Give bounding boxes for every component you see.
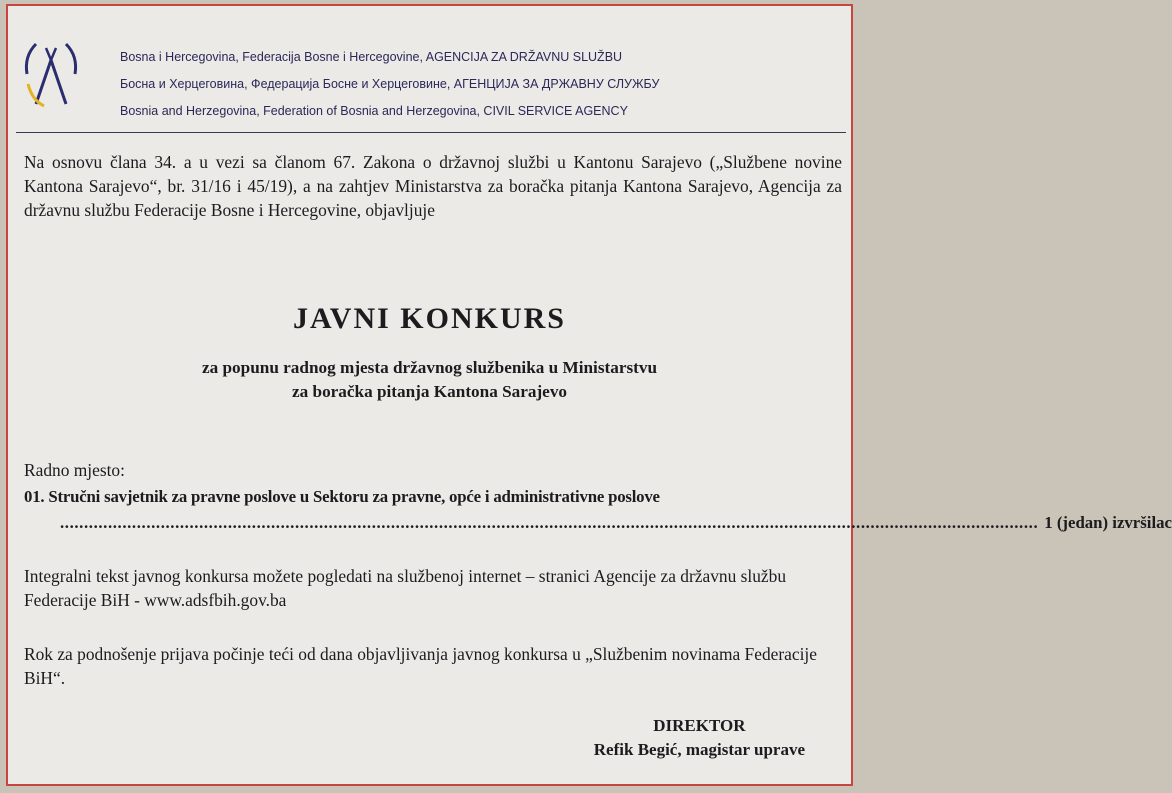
agency-name-english: Bosnia and Herzegovina, Federation of Bosnia and Herzegovina, CIVIL SERVICE AGENCY — [120, 104, 628, 118]
agency-name-lines — [120, 44, 659, 125]
position-count-row — [60, 511, 1172, 535]
position-title: 01. Stručni savjetnik za pravne poslove u Sektoru za pravne, opće i administrativne poslove — [24, 487, 660, 506]
announcement-notice — [6, 4, 1172, 786]
signature-block — [594, 714, 805, 762]
agency-name-bosnian: Bosna i Hercegovina, Federacija Bosne i Hercegovine, AGENCIJA ZA DRŽAVNU SLUŽBU — [120, 50, 623, 64]
subtitle-line-1: za popunu radnog mjesta državnog službenika u Ministarstvu — [201, 358, 658, 377]
agency-logo-icon — [22, 36, 80, 114]
notice-subtitle — [8, 356, 851, 404]
agency-header — [16, 36, 846, 133]
subtitle-line-2: za boračka pitanja Kantona Sarajevo — [292, 382, 567, 401]
intro-paragraph: Na osnovu člana 34. a u vezi sa članom 67. Zakona o državnoj službi u Kantonu Sarajevo („Službene novine Kantona Sarajevo“, br. 31/16 i 45/19), a na zahtjev Ministarstva za boračka pitanja Kantona Sarajevo, Agencija za državnu službu Federacije Bosne i Hercegovine, objavljuje — [24, 152, 842, 220]
signature-role: DIREKTOR — [653, 716, 746, 735]
agency-name-cyrillic: Босна и Херцеговина, Федерација Босне и Херцеговине, АГЕНЦИЈА ЗА ДРЖАВНУ СЛУЖБУ — [120, 77, 660, 91]
position-label: Radno mjesto: — [24, 460, 125, 480]
position-count: 1 (jedan) izvršilac — [1044, 513, 1172, 532]
signature-name: Refik Begić, magistar uprave — [593, 740, 805, 759]
deadline-paragraph: Rok za podnošenje prijava počinje teći od dana objavljivanja javnog konkursa u „Službenim novinama Federacije BiH“. — [24, 644, 817, 688]
dot-leader: ............................................................................................................................................................................................................ — [60, 513, 1039, 532]
notice-title: JAVNI KONKURS — [293, 302, 566, 335]
website-paragraph: Integralni tekst javnog konkursa možete pogledati na službenoj internet – stranici Agencije za državnu službu Federacije BiH - www.adsfbih.gov.ba — [24, 566, 787, 610]
